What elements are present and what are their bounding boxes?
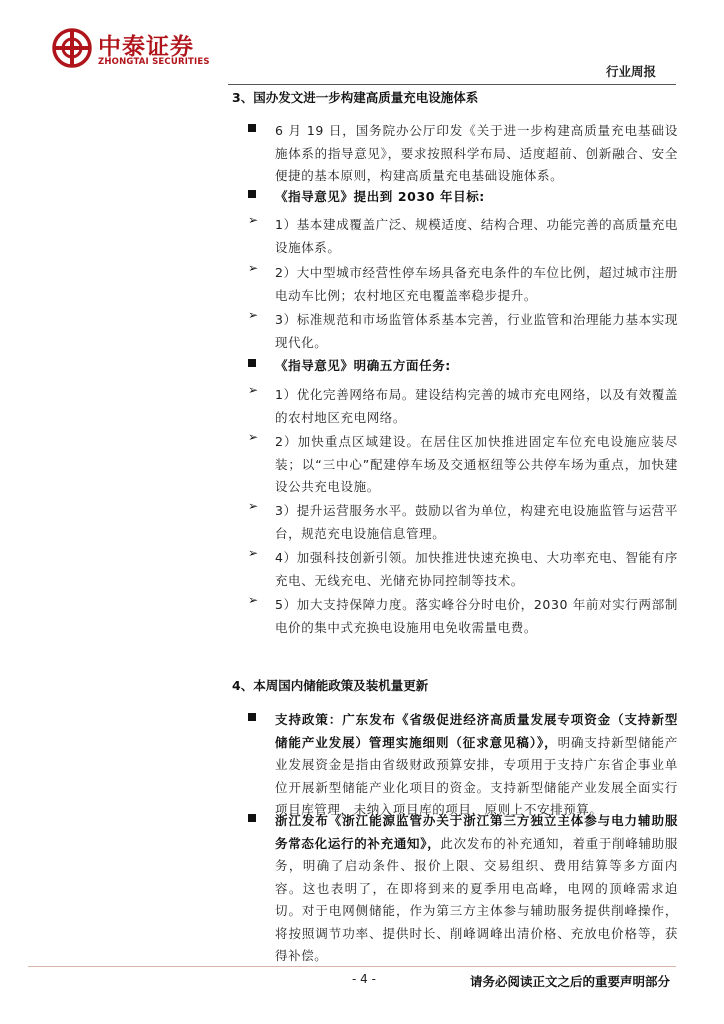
zhejiang-policy-heading: 浙江发布《浙江能源监管办关于浙江第三方独立主体参与电力辅助服务常态化运行的补充通知》， (275, 813, 678, 851)
document-type: 行业周报 (605, 64, 656, 79)
task-text: 1）优化完善网络布局。建设结构完善的城市充电网络，以及有效覆盖的农村地区充电网络。 (275, 387, 678, 425)
arrow-bullet-icon: ➢ (248, 213, 259, 227)
section-4-title: 4、本周国内储能政策及装机量更新 (232, 678, 429, 693)
bullet-item (248, 709, 678, 822)
page-header (0, 0, 724, 92)
arrow-bullet-icon: ➢ (248, 593, 259, 607)
logo-english-name: ZHONGTAI SECURITIES (98, 57, 210, 67)
arrow-item (248, 594, 678, 639)
bullet-item (248, 810, 678, 968)
tasks-heading: 《指导意见》明确五方面任务: (275, 358, 451, 373)
arrow-item (248, 309, 678, 354)
zhongtai-logo-icon (52, 28, 92, 68)
section-3-title: 3、国办发文进一步构建高质量充电设施体系 (232, 90, 479, 105)
arrow-bullet-icon: ➢ (248, 499, 259, 513)
arrow-item (248, 214, 678, 259)
task-text: 2）加快重点区域建设。在居住区加快推进固定车位充电设施应装尽装；以“三中心”配建停车场及交通枢纽等公共停车场为重点，加快建设公共充电设施。 (275, 434, 678, 494)
square-bullet-icon (248, 120, 264, 135)
footer-divider (28, 966, 676, 967)
arrow-item (248, 500, 678, 545)
arrow-bullet-icon: ➢ (248, 430, 259, 444)
guangdong-policy-text: 明确支持新型储能产业发展资金是指由省级财政预算安排，专项用于支持广东省企事业单位开展新型储能产业化项目的资金。支持新型储能产业发展全面实行项目库管理，未纳入项目库的项目，原则上不安排预算。 (275, 734, 678, 817)
bullet-item (248, 120, 678, 188)
zhejiang-policy-text: 此次发布的补充通知，着重于削峰辅助服务，明确了启动条件、报价上限、交易组织、费用结算等多方面内容。这也表明了，在即将到来的夏季用电高峰，电网的顶峰需求迫切。对于电网侧储能，作为第三方主体参与辅助服务提供削峰操作，将按照调节功率、提供时长、削峰调峰出清价格、充放电价格等，获得补偿。 (275, 835, 678, 963)
bullet-item (248, 186, 678, 209)
square-bullet-icon (248, 810, 264, 825)
guangdong-policy-heading: 支持政策：广东发布《省级促进经济高质量发展专项资金（支持新型储能产业发展）管理实施细则（征求意见稿）》， (275, 712, 678, 750)
square-bullet-icon (248, 709, 264, 724)
goal-text: 2）大中型城市经营性停车场具备充电条件的车位比例，超过城市注册电动车比例；农村地区充电覆盖率稳步提升。 (275, 265, 678, 303)
disclaimer-text: 请务必阅读正文之后的重要声明部分 (469, 974, 670, 989)
goal-text: 3）标准规范和市场监管体系基本完善，行业监管和治理能力基本实现现代化。 (275, 312, 678, 350)
square-bullet-icon (248, 355, 264, 370)
arrow-item (248, 431, 678, 499)
arrow-item (248, 384, 678, 429)
arrow-bullet-icon: ➢ (248, 308, 259, 322)
paragraph-text: 6 月 19 日，国务院办公厅印发《关于进一步构建高质量充电基础设施体系的指导意见》，要求按照科学布局、适度超前、创新融合、安全便捷的基本原则，构建高质量充电基础设施体系。 (275, 123, 678, 183)
arrow-bullet-icon: ➢ (248, 546, 259, 560)
page-number: - 4 - (352, 972, 376, 986)
header-divider (228, 84, 676, 85)
company-logo (52, 26, 222, 72)
task-text: 4）加强科技创新引领。加快推进快速充换电、大功率充电、智能有序充电、无线充电、光储充协同控制等技术。 (275, 550, 678, 588)
arrow-bullet-icon: ➢ (248, 261, 259, 275)
square-bullet-icon (248, 186, 264, 201)
logo-chinese-name: 中泰证券 (98, 34, 194, 60)
arrow-item (248, 262, 678, 307)
task-text: 5）加大支持保障力度。落实峰谷分时电价，2030 年前对实行两部制电价的集中式充换电设施用电免收需量电费。 (275, 597, 678, 635)
arrow-item (248, 547, 678, 592)
bullet-item (248, 355, 678, 378)
goal-text: 1）基本建成覆盖广泛、规模适度、结构合理、功能完善的高质量充电设施体系。 (275, 217, 678, 255)
task-text: 3）提升运营服务水平。鼓励以省为单位，构建充电设施监管与运营平台，规范充电设施信息管理。 (275, 503, 678, 541)
goals-heading: 《指导意见》提出到 2030 年目标: (275, 189, 485, 204)
arrow-bullet-icon: ➢ (248, 383, 259, 397)
